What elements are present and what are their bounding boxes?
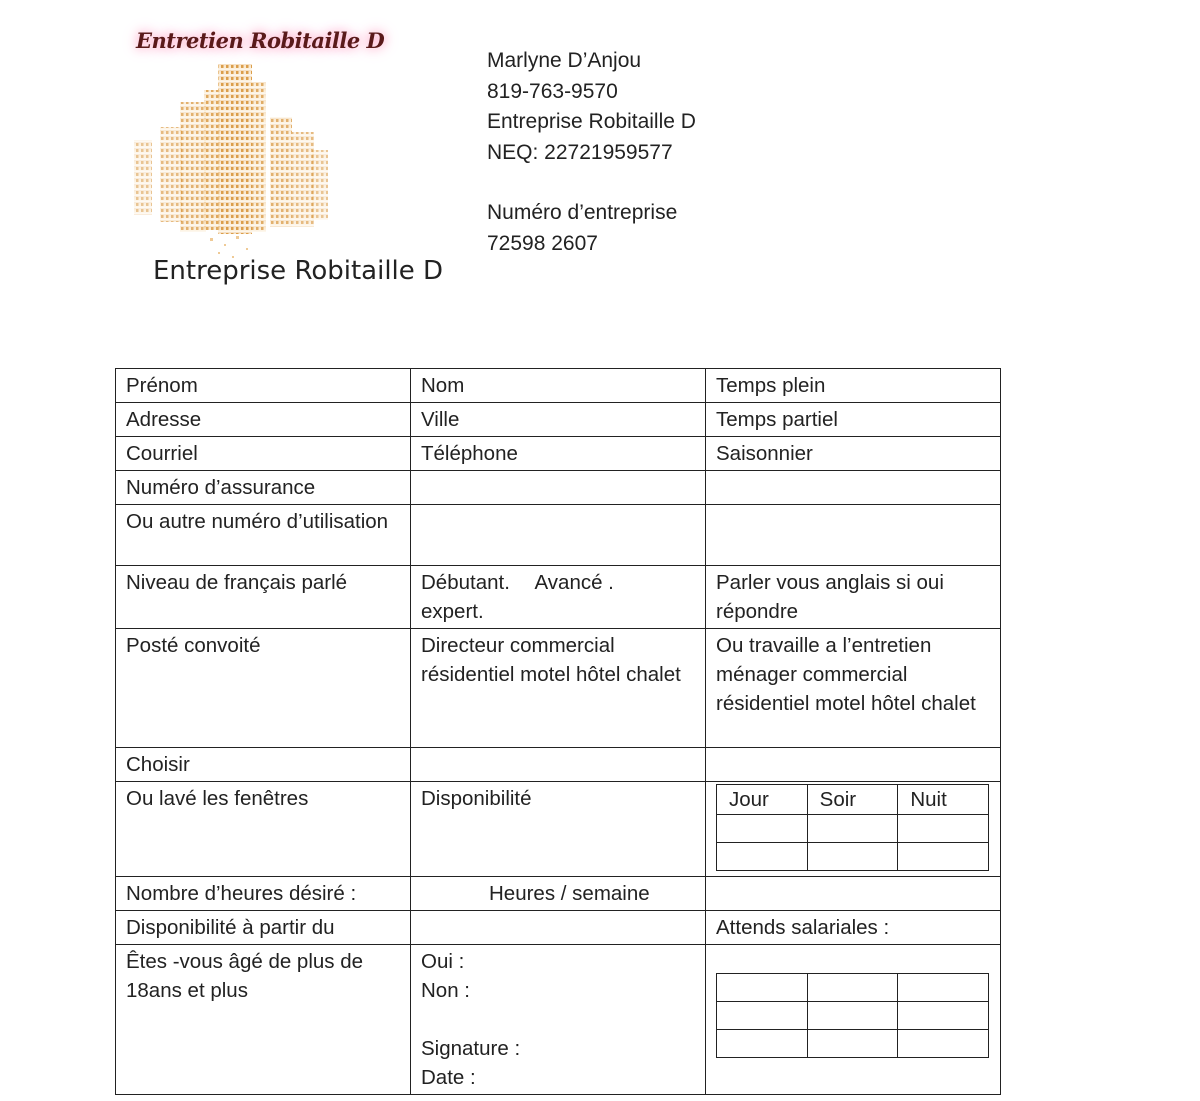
table-row <box>116 877 1001 911</box>
table-row <box>116 437 1001 471</box>
empty-cell <box>706 748 1001 782</box>
poste-entretien[interactable]: Ou travaille a l’entretien ménager commercial résidentiel motel hôtel chalet <box>706 629 1001 748</box>
choisir-value[interactable] <box>411 748 706 782</box>
logo-script-title: Entretien Robitaille D <box>136 28 385 53</box>
spacer <box>421 1005 695 1034</box>
grid-cell[interactable] <box>807 815 898 843</box>
grid-cell[interactable] <box>898 815 989 843</box>
option-avance[interactable]: Avancé . <box>534 571 614 594</box>
spacer <box>487 168 696 198</box>
city-buildings-logo-icon <box>120 22 350 262</box>
field-adresse[interactable]: Adresse <box>116 403 411 437</box>
grid-cell[interactable] <box>898 843 989 871</box>
table-row <box>717 974 989 1002</box>
dispo-partir-value[interactable] <box>411 911 706 945</box>
company-name: Entreprise Robitaille D <box>153 256 444 286</box>
field-numero-assurance[interactable]: Numéro d’assurance <box>116 471 411 505</box>
grid-cell[interactable] <box>807 843 898 871</box>
table-row <box>116 505 1001 566</box>
field-heures-semaine[interactable]: Heures / semaine <box>411 877 706 911</box>
disponibilite-grid-cell <box>706 782 1001 877</box>
blank-grid <box>716 973 989 1058</box>
empty-cell <box>706 471 1001 505</box>
option-expert[interactable]: expert. <box>421 600 484 623</box>
grid-cell[interactable] <box>717 815 808 843</box>
grid-cell[interactable] <box>807 1030 898 1058</box>
col-nuit: Nuit <box>898 785 989 815</box>
blank-grid-cell <box>706 945 1001 1095</box>
field-signature[interactable]: Signature : <box>421 1037 521 1060</box>
option-saisonnier[interactable]: Saisonnier <box>706 437 1001 471</box>
age-answers <box>411 945 706 1095</box>
field-fenetres[interactable]: Ou lavé les fenêtres <box>116 782 411 877</box>
company-logo <box>120 22 385 262</box>
business-number: 72598 2607 <box>487 231 598 255</box>
contact-name: Marlyne D’Anjou <box>487 49 642 72</box>
field-nom[interactable]: Nom <box>411 369 706 403</box>
option-temps-partiel[interactable]: Temps partiel <box>706 403 1001 437</box>
application-form-table <box>115 368 1001 1095</box>
field-age-question: Êtes -vous âgé de plus de 18ans et plus <box>116 945 411 1095</box>
field-telephone[interactable]: Téléphone <box>411 437 706 471</box>
table-row <box>717 843 989 871</box>
contact-block <box>487 46 696 259</box>
grid-cell[interactable] <box>898 1030 989 1058</box>
table-row <box>717 1030 989 1058</box>
disponibilite-grid <box>716 784 989 871</box>
field-poste: Posté convoité <box>116 629 411 748</box>
option-non[interactable]: Non : <box>421 979 470 1002</box>
field-choisir: Choisir <box>116 748 411 782</box>
table-row <box>116 471 1001 505</box>
field-ville[interactable]: Ville <box>411 403 706 437</box>
table-row <box>116 369 1001 403</box>
contact-neq: NEQ: 22721959577 <box>487 140 673 164</box>
question-anglais[interactable]: Parler vous anglais si oui répondre <box>706 566 1001 629</box>
table-row <box>116 403 1001 437</box>
field-numero-assurance-value[interactable] <box>411 471 706 505</box>
field-dispo-partir: Disponibilité à partir du <box>116 911 411 945</box>
option-oui[interactable]: Oui : <box>421 950 465 973</box>
field-attentes-salariales[interactable]: Attends salariales : <box>706 911 1001 945</box>
field-prenom[interactable]: Prénom <box>116 369 411 403</box>
table-row <box>116 566 1001 629</box>
grid-cell[interactable] <box>717 974 808 1002</box>
table-row <box>717 815 989 843</box>
grid-cell[interactable] <box>717 1002 808 1030</box>
table-row <box>717 1002 989 1030</box>
table-row <box>717 785 989 815</box>
field-disponibilite: Disponibilité <box>411 782 706 877</box>
empty-cell <box>706 877 1001 911</box>
grid-cell[interactable] <box>717 1030 808 1058</box>
option-debutant[interactable]: Débutant. <box>421 571 510 594</box>
option-temps-plein[interactable]: Temps plein <box>706 369 1001 403</box>
col-jour: Jour <box>717 785 808 815</box>
niveau-options[interactable] <box>411 566 706 629</box>
field-date[interactable]: Date : <box>421 1066 476 1089</box>
contact-phone: 819-763-9570 <box>487 79 618 103</box>
field-autre-numero-value[interactable] <box>411 505 706 566</box>
business-number-label: Numéro d’entreprise <box>487 201 678 224</box>
empty-cell <box>706 505 1001 566</box>
table-row <box>116 945 1001 1095</box>
table-row <box>116 782 1001 877</box>
table-row <box>116 629 1001 748</box>
col-soir: Soir <box>807 785 898 815</box>
field-heures-desire: Nombre d’heures désiré : <box>116 877 411 911</box>
table-row <box>116 911 1001 945</box>
grid-cell[interactable] <box>898 974 989 1002</box>
poste-options[interactable]: Directeur commercial résidentiel motel hôtel chalet <box>411 629 706 748</box>
contact-company: Entreprise Robitaille D <box>487 110 696 133</box>
table-row <box>116 748 1001 782</box>
grid-cell[interactable] <box>898 1002 989 1030</box>
field-courriel[interactable]: Courriel <box>116 437 411 471</box>
grid-cell[interactable] <box>807 1002 898 1030</box>
grid-cell[interactable] <box>807 974 898 1002</box>
field-autre-numero[interactable]: Ou autre numéro d’utilisation <box>116 505 411 566</box>
field-niveau-francais: Niveau de français parlé <box>116 566 411 629</box>
grid-cell[interactable] <box>717 843 808 871</box>
